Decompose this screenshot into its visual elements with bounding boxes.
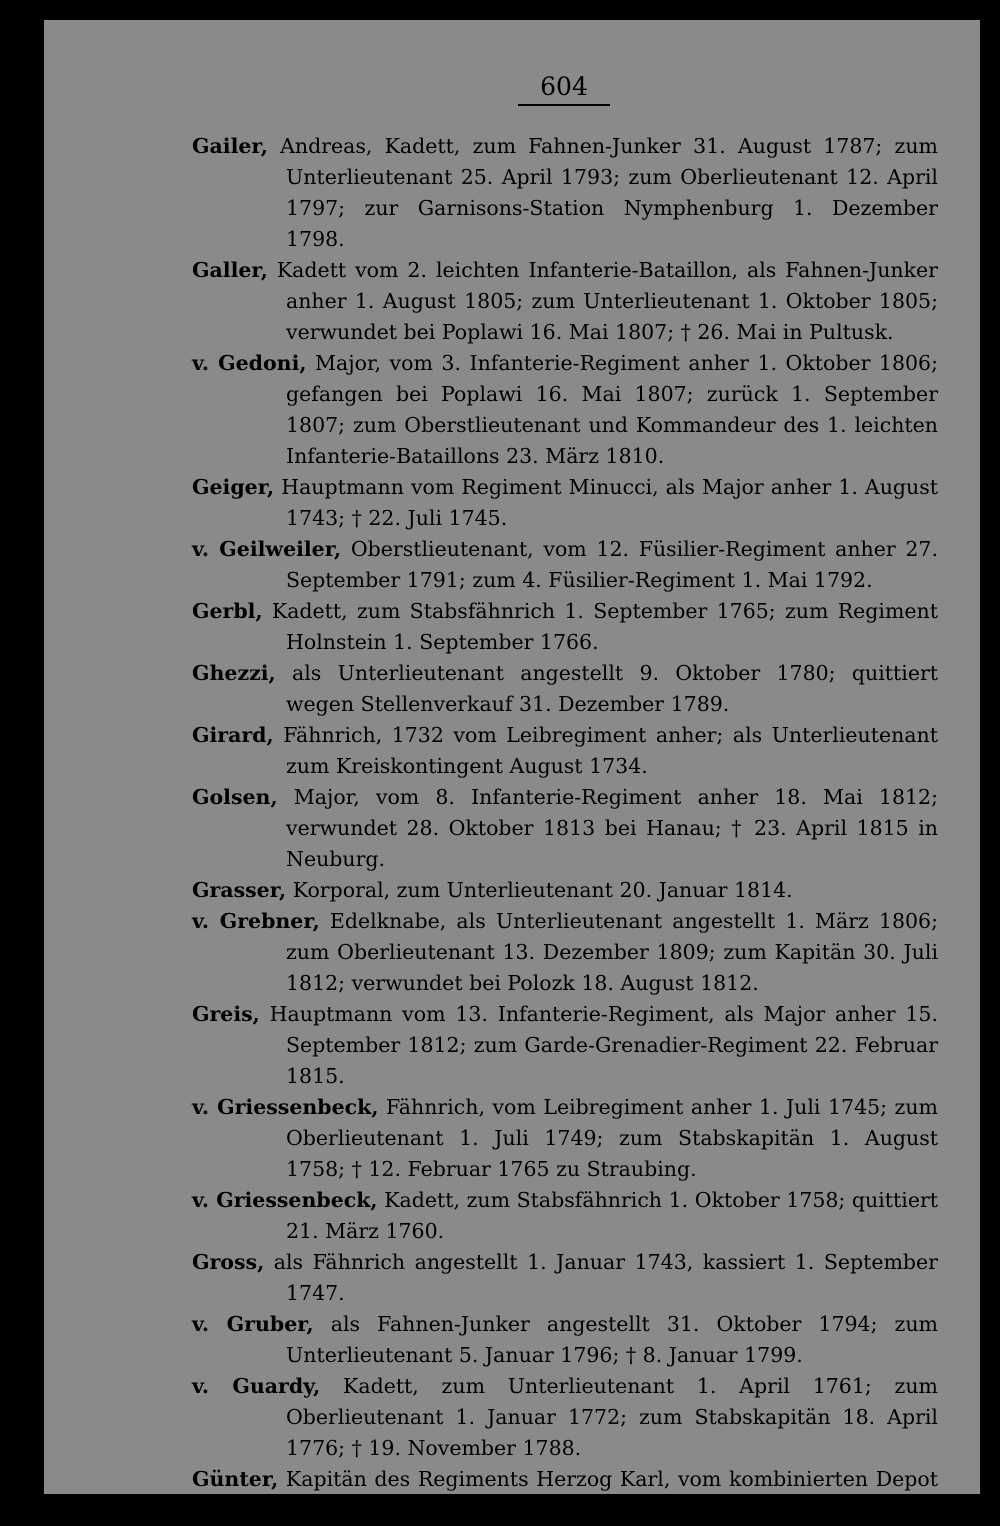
entry-text: Kadett, zum Unterlieutenant 1. April 1761; zum Oberlieutenant 1. Januar 1772; zum Stabskapitän 18. April 1776; † 19. November 1788. [286, 1374, 938, 1460]
entry-text: Kadett vom 2. leichten Infanterie-Bataillon, als Fahnen-Junker anher 1. August 1805; zum Unterlieutenant 1. Oktober 1805; verwundet bei Poplawi 16. Mai 1807; † 26. Mai in Pultusk. [276, 258, 938, 344]
entry-text: als Unterlieutenant angestellt 9. Oktober 1780; quittiert wegen Stellenverkauf 31. Dezember 1789. [286, 661, 938, 716]
entry-text: Oberstlieutenant, vom 12. Füsilier-Regiment anher 27. September 1791; zum 4. Füsilier-Regiment 1. Mai 1792. [286, 537, 938, 592]
entry-text: Korporal, zum Unterlieutenant 20. Januar 1814. [292, 878, 793, 902]
entry-name: v. Grebner, [192, 909, 320, 933]
register-entry [192, 1092, 938, 1185]
entry-name: Gerbl, [192, 599, 263, 623]
register-entry [192, 906, 938, 999]
entry-name: Ghezzi, [192, 661, 276, 685]
entry-text: Fähnrich, vom Leibregiment anher 1. Juli 1745; zum Oberlieutenant 1. Juli 1749; zum Stabskapitän 1. August 1758; † 12. Februar 1765 zu Straubing. [286, 1095, 938, 1181]
register-entry [192, 1309, 938, 1371]
entry-name: v. Griessenbeck, [192, 1095, 379, 1119]
register-entry [192, 596, 938, 658]
entry-name: Girard, [192, 723, 274, 747]
entry-text: Andreas, Kadett, zum Fahnen-Junker 31. August 1787; zum Unterlieutenant 25. April 1793; zum Oberlieutenant 12. April 1797; zur Garnisons-Station Nymphenburg 1. Dezember 1798. [280, 134, 938, 251]
entry-text: Major, vom 3. Infanterie-Regiment anher 1. Oktober 1806; gefangen bei Poplawi 16. Mai 1807; zurück 1. September 1807; zum Oberstlieutenant und Kommandeur des 1. leichten Infanterie-Bataillons 23. März 1810. [286, 351, 938, 468]
entry-name: Gailer, [192, 134, 268, 158]
entry-text: Kadett, zum Stabsfähnrich 1. Oktober 1758; quittiert 21. März 1760. [286, 1188, 938, 1243]
entry-name: Golsen, [192, 785, 278, 809]
entry-name: Günter, [192, 1467, 279, 1491]
register-entry [192, 1247, 938, 1309]
register-entry [192, 1464, 938, 1526]
entry-text: Kapitän des Regiments Herzog Karl, vom kombinierten Depot anher 1. Juni 1800; zum Bataillon Salern 1. April 1803. [285, 1467, 938, 1522]
register-entry [192, 875, 938, 906]
register-entry [192, 1185, 938, 1247]
entry-text: Fähnrich, 1732 vom Leibregiment anher; als Unterlieutenant zum Kreiskontingent August 1734. [283, 723, 938, 778]
register-entry [192, 782, 938, 875]
entry-text: als Fähnrich angestellt 1. Januar 1743, kassiert 1. September 1747. [273, 1250, 938, 1305]
register-entry [192, 131, 938, 255]
entry-name: v. Gedoni, [192, 351, 307, 375]
entry-text: Edelknabe, als Unterlieutenant angestellt 1. März 1806; zum Oberlieutenant 13. Dezember 1809; zum Kapitän 30. Juli 1812; verwundet bei Polozk 18. August 1812. [286, 909, 938, 995]
entry-text: Hauptmann vom Regiment Minucci, als Major anher 1. August 1743; † 22. Juli 1745. [281, 475, 938, 530]
entry-name: v. Guardy, [192, 1374, 321, 1398]
entry-name: Grasser, [192, 878, 287, 902]
entry-text: Hauptmann vom 13. Infanterie-Regiment, als Major anher 15. September 1812; zum Garde-Grenadier-Regiment 22. Februar 1815. [269, 1002, 938, 1088]
register-entry [192, 1371, 938, 1464]
register-entry [192, 658, 938, 720]
register-entry [192, 720, 938, 782]
page-number: 604 [518, 72, 610, 106]
entry-name: v. Gruber, [192, 1312, 314, 1336]
register-entry [192, 534, 938, 596]
entry-text: Kadett, zum Stabsfähnrich 1. September 1765; zum Regiment Holnstein 1. September 1766. [271, 599, 938, 654]
entry-name: Greis, [192, 1002, 260, 1026]
register-entry [192, 348, 938, 472]
entry-text: als Fahnen-Junker angestellt 31. Oktober 1794; zum Unterlieutenant 5. Januar 1796; † 8. Januar 1799. [286, 1312, 938, 1367]
entry-text: Major, vom 8. Infanterie-Regiment anher 18. Mai 1812; verwundet 28. Oktober 1813 bei Hanau; † 23. April 1815 in Neuburg. [286, 785, 938, 871]
entry-name: Galler, [192, 258, 268, 282]
entry-name: Geiger, [192, 475, 275, 499]
entry-name: v. Geilweiler, [192, 537, 342, 561]
register-entries [192, 131, 938, 1526]
register-entry [192, 255, 938, 348]
entry-name: Gross, [192, 1250, 265, 1274]
register-entry [192, 472, 938, 534]
entry-name: v. Griessenbeck, [192, 1188, 378, 1212]
register-entry [192, 999, 938, 1092]
